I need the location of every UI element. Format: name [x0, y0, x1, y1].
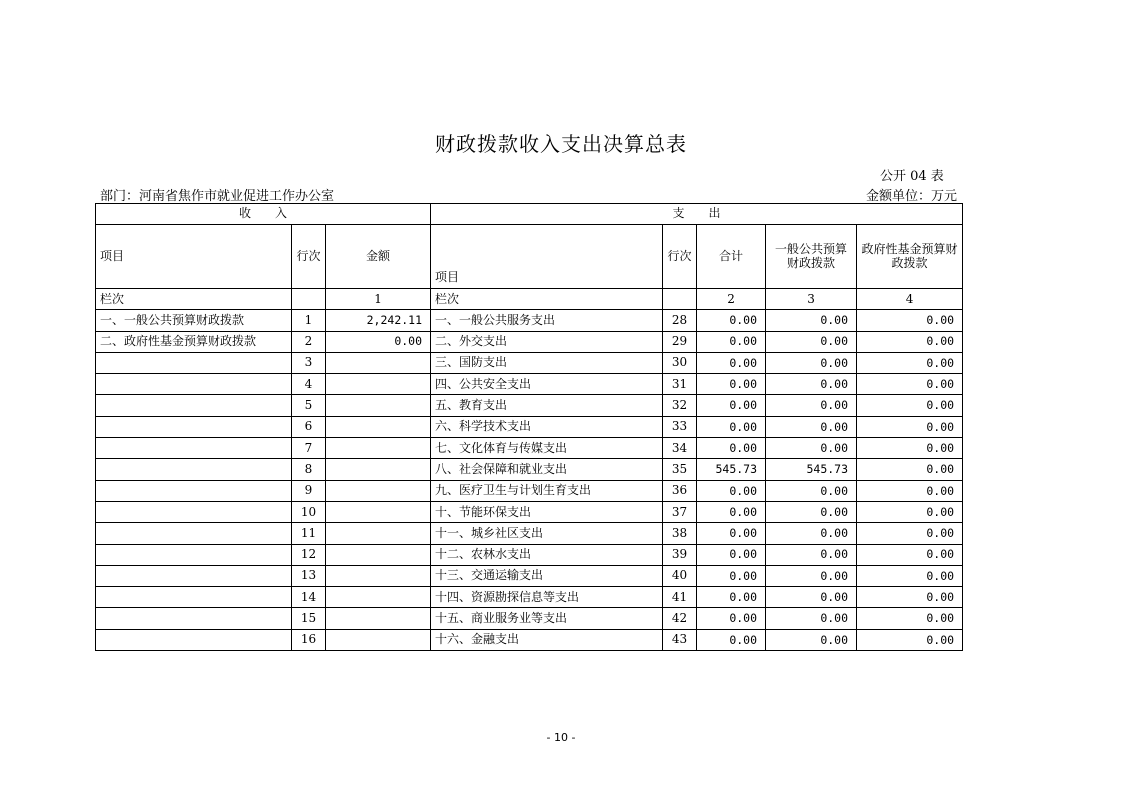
exp-fund-header: 政府性基金预算财政拨款 [857, 225, 963, 289]
table-row [96, 310, 963, 331]
exp-general-header: 一般公共预算财政拨款 [766, 225, 857, 289]
income-amount-cell [326, 438, 431, 459]
exp-item-cell: 八、社会保障和就业支出 [431, 459, 663, 480]
income-amount-cell [326, 374, 431, 395]
income-item-cell [96, 480, 292, 501]
column-number-row [96, 289, 963, 310]
income-amount-cell [326, 352, 431, 373]
exp-row-header: 行次 [663, 225, 697, 289]
exp-general-cell: 0.00 [766, 629, 857, 650]
table-row [96, 416, 963, 437]
income-item-cell [96, 501, 292, 522]
exp-total-cell: 0.00 [697, 395, 766, 416]
income-col-label: 栏次 [96, 289, 292, 310]
exp-row-cell: 35 [663, 459, 697, 480]
exp-row-cell: 29 [663, 331, 697, 352]
income-item-cell [96, 374, 292, 395]
exp-item-cell: 六、科学技术支出 [431, 416, 663, 437]
expenditure-section-header: 支 出 [431, 204, 963, 225]
income-item-cell [96, 587, 292, 608]
department-label: 部门：河南省焦作市就业促进工作办公室 [100, 189, 335, 204]
income-item-cell [96, 352, 292, 373]
exp-fund-cell: 0.00 [857, 374, 963, 395]
exp-item-cell: 十三、交通运输支出 [431, 565, 663, 586]
income-item-cell [96, 395, 292, 416]
exp-row-cell: 32 [663, 395, 697, 416]
exp-total-cell: 0.00 [697, 544, 766, 565]
exp-fund-cell: 0.00 [857, 438, 963, 459]
exp-general-cell: 0.00 [766, 438, 857, 459]
exp-fund-cell: 0.00 [857, 587, 963, 608]
income-amount-cell [326, 395, 431, 416]
exp-row-cell: 33 [663, 416, 697, 437]
exp-general-cell: 0.00 [766, 416, 857, 437]
income-row-cell: 16 [292, 629, 326, 650]
exp-row-cell: 42 [663, 608, 697, 629]
income-row-cell: 9 [292, 480, 326, 501]
income-amount-cell [326, 416, 431, 437]
exp-fund-cell: 0.00 [857, 523, 963, 544]
exp-total-col-number: 2 [697, 289, 766, 310]
exp-item-cell: 九、医疗卫生与计划生育支出 [431, 480, 663, 501]
exp-row-cell: 43 [663, 629, 697, 650]
income-item-cell [96, 416, 292, 437]
exp-total-cell: 0.00 [697, 629, 766, 650]
table-row [96, 587, 963, 608]
table-row [96, 331, 963, 352]
income-item-cell [96, 544, 292, 565]
income-row-cell: 3 [292, 352, 326, 373]
exp-fund-cell: 0.00 [857, 629, 963, 650]
income-row-cell: 5 [292, 395, 326, 416]
exp-col-label: 栏次 [431, 289, 663, 310]
table-row [96, 565, 963, 586]
income-row-cell: 13 [292, 565, 326, 586]
exp-general-cell: 0.00 [766, 395, 857, 416]
exp-general-cell: 0.00 [766, 544, 857, 565]
exp-total-cell: 0.00 [697, 374, 766, 395]
exp-total-cell: 0.00 [697, 565, 766, 586]
exp-general-cell: 0.00 [766, 352, 857, 373]
exp-fund-cell: 0.00 [857, 544, 963, 565]
exp-general-cell: 0.00 [766, 501, 857, 522]
table-row [96, 459, 963, 480]
exp-row-cell: 28 [663, 310, 697, 331]
exp-item-cell: 十四、资源勘探信息等支出 [431, 587, 663, 608]
table-row [96, 374, 963, 395]
income-row-cell: 12 [292, 544, 326, 565]
section-header-row [96, 204, 963, 225]
exp-total-cell: 0.00 [697, 501, 766, 522]
exp-item-header: 项目 [431, 225, 663, 289]
table-row [96, 608, 963, 629]
exp-item-cell: 一、一般公共服务支出 [431, 310, 663, 331]
exp-total-cell: 0.00 [697, 331, 766, 352]
income-row-cell: 4 [292, 374, 326, 395]
exp-total-cell: 0.00 [697, 480, 766, 501]
form-code: 公开 04 表 [880, 169, 944, 184]
exp-general-cell: 0.00 [766, 608, 857, 629]
exp-fund-cell: 0.00 [857, 310, 963, 331]
exp-item-cell: 十六、金融支出 [431, 629, 663, 650]
exp-item-cell: 十、节能环保支出 [431, 501, 663, 522]
income-row-col-number [292, 289, 326, 310]
income-row-cell: 6 [292, 416, 326, 437]
exp-fund-cell: 0.00 [857, 352, 963, 373]
income-row-cell: 11 [292, 523, 326, 544]
exp-item-cell: 十一、城乡社区支出 [431, 523, 663, 544]
exp-general-cell: 0.00 [766, 480, 857, 501]
exp-total-header: 合计 [697, 225, 766, 289]
exp-item-cell: 十五、商业服务业等支出 [431, 608, 663, 629]
income-amount-cell [326, 459, 431, 480]
exp-row-cell: 36 [663, 480, 697, 501]
table-row [96, 501, 963, 522]
table-row [96, 544, 963, 565]
exp-fund-cell: 0.00 [857, 331, 963, 352]
exp-fund-cell: 0.00 [857, 501, 963, 522]
exp-item-cell: 五、教育支出 [431, 395, 663, 416]
income-row-header: 行次 [292, 225, 326, 289]
exp-row-cell: 30 [663, 352, 697, 373]
income-item-cell [96, 629, 292, 650]
exp-fund-cell: 0.00 [857, 565, 963, 586]
income-amount-cell [326, 565, 431, 586]
income-amount-cell: 0.00 [326, 331, 431, 352]
income-row-cell: 10 [292, 501, 326, 522]
table-row [96, 523, 963, 544]
exp-row-cell: 34 [663, 438, 697, 459]
exp-fund-cell: 0.00 [857, 608, 963, 629]
income-item-cell: 一、一般公共预算财政拨款 [96, 310, 292, 331]
unit-label: 金额单位：万元 [866, 189, 958, 204]
exp-row-cell: 40 [663, 565, 697, 586]
income-row-cell: 1 [292, 310, 326, 331]
exp-general-cell: 0.00 [766, 565, 857, 586]
exp-general-cell: 0.00 [766, 331, 857, 352]
exp-row-col-number [663, 289, 697, 310]
income-row-cell: 2 [292, 331, 326, 352]
exp-item-cell: 二、外交支出 [431, 331, 663, 352]
income-amount-cell [326, 480, 431, 501]
exp-row-cell: 38 [663, 523, 697, 544]
exp-fund-cell: 0.00 [857, 416, 963, 437]
exp-total-cell: 0.00 [697, 352, 766, 373]
table-row [96, 438, 963, 459]
exp-item-cell: 七、文化体育与传媒支出 [431, 438, 663, 459]
exp-total-cell: 0.00 [697, 587, 766, 608]
column-header-row [96, 225, 963, 289]
exp-total-cell: 0.00 [697, 438, 766, 459]
income-item-cell [96, 459, 292, 480]
income-amount-cell [326, 629, 431, 650]
income-amount-cell [326, 523, 431, 544]
exp-row-cell: 31 [663, 374, 697, 395]
income-item-cell [96, 565, 292, 586]
income-row-cell: 7 [292, 438, 326, 459]
exp-general-cell: 0.00 [766, 587, 857, 608]
income-amount-cell [326, 608, 431, 629]
exp-item-cell: 十二、农林水支出 [431, 544, 663, 565]
table-row [96, 395, 963, 416]
income-item-cell [96, 523, 292, 544]
income-amount-cell [326, 501, 431, 522]
income-amount-cell: 2,242.11 [326, 310, 431, 331]
page-title: 财政拨款收入支出决算总表 [435, 132, 687, 156]
exp-general-col-number: 3 [766, 289, 857, 310]
exp-row-cell: 41 [663, 587, 697, 608]
exp-fund-col-number: 4 [857, 289, 963, 310]
income-section-header: 收 入 [96, 204, 431, 225]
exp-fund-cell: 0.00 [857, 395, 963, 416]
exp-fund-cell: 0.00 [857, 480, 963, 501]
income-amount-cell [326, 587, 431, 608]
exp-total-cell: 0.00 [697, 416, 766, 437]
income-amount-col-number: 1 [326, 289, 431, 310]
exp-total-cell: 0.00 [697, 310, 766, 331]
exp-item-cell: 四、公共安全支出 [431, 374, 663, 395]
exp-fund-cell: 0.00 [857, 459, 963, 480]
income-item-header: 项目 [96, 225, 292, 289]
exp-general-cell: 0.00 [766, 523, 857, 544]
exp-item-cell: 三、国防支出 [431, 352, 663, 373]
income-item-cell: 二、政府性基金预算财政拨款 [96, 331, 292, 352]
table-row [96, 629, 963, 650]
exp-general-cell: 545.73 [766, 459, 857, 480]
income-row-cell: 8 [292, 459, 326, 480]
exp-total-cell: 0.00 [697, 523, 766, 544]
income-row-cell: 15 [292, 608, 326, 629]
exp-general-cell: 0.00 [766, 374, 857, 395]
income-row-cell: 14 [292, 587, 326, 608]
page-number: - 10 - [546, 731, 576, 744]
exp-row-cell: 39 [663, 544, 697, 565]
table-row [96, 480, 963, 501]
exp-general-cell: 0.00 [766, 310, 857, 331]
budget-table [95, 203, 963, 651]
exp-total-cell: 545.73 [697, 459, 766, 480]
table-row [96, 352, 963, 373]
income-amount-header: 金额 [326, 225, 431, 289]
exp-total-cell: 0.00 [697, 608, 766, 629]
income-item-cell [96, 438, 292, 459]
exp-row-cell: 37 [663, 501, 697, 522]
income-item-cell [96, 608, 292, 629]
income-amount-cell [326, 544, 431, 565]
